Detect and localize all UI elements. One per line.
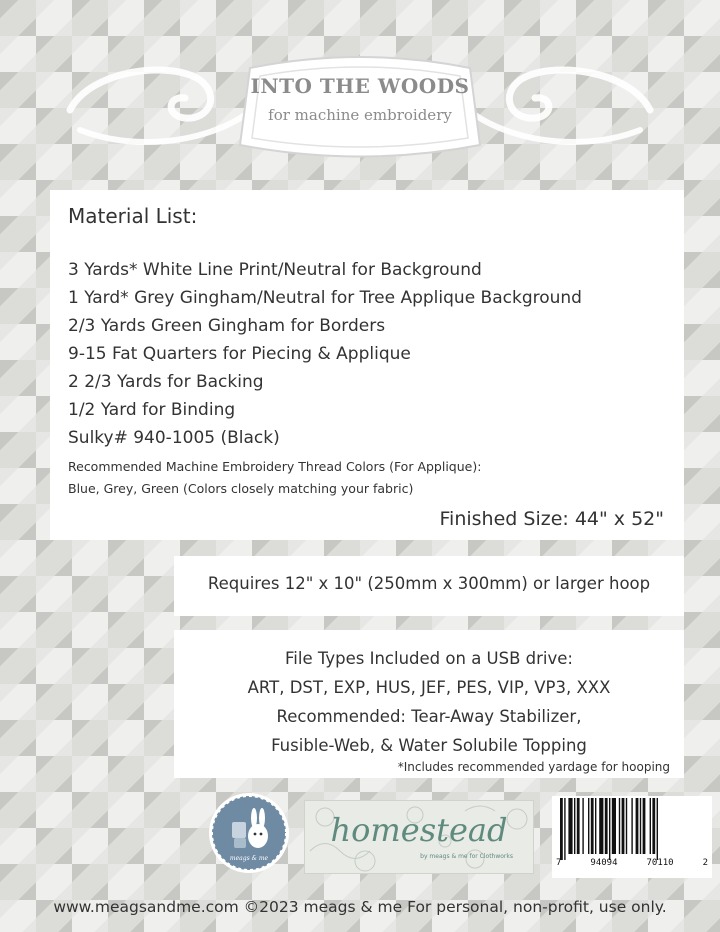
barcode-bar: [577, 798, 580, 854]
thread-color-note: [68, 456, 481, 500]
hoop-requirement-panel: [174, 556, 684, 616]
homestead-wordmark: homestead: [330, 811, 508, 849]
barcode-digit-group: 7: [556, 858, 562, 868]
barcode-bar: [605, 798, 608, 854]
list-item: 3 Yards* White Line Print/Neutral for Background: [68, 260, 482, 280]
barcode-bar: [626, 798, 627, 854]
barcode-bar: [574, 798, 575, 854]
homestead-logo: [304, 800, 534, 874]
list-item: 9-15 Fat Quarters for Piecing & Applique: [68, 344, 411, 364]
barcode-bar: [609, 798, 610, 860]
title-emblem: [50, 40, 670, 180]
barcode-bar: [650, 798, 651, 854]
barcode-bar: [652, 798, 655, 854]
barcode-bar: [560, 798, 563, 860]
barcode-bar: [595, 798, 596, 854]
thread-note-line: Blue, Grey, Green (Colors closely matching your fabric): [68, 481, 414, 496]
bunny-icon: [208, 792, 290, 874]
barcode-digit-group: 70110: [646, 858, 674, 868]
brand-badge-text: meags & me: [229, 855, 269, 862]
file-types-line: File Types Included on a USB drive:: [285, 649, 573, 668]
thread-note-line: Recommended Machine Embroidery Thread Colors (For Applique):: [68, 459, 482, 474]
barcode-bar: [582, 798, 583, 854]
material-list-panel: [50, 190, 684, 540]
barcode-bars: [552, 798, 712, 860]
barcode-bar: [568, 798, 572, 854]
barcode: [552, 796, 712, 878]
barcode-bar: [588, 798, 589, 854]
barcode-bar: [643, 798, 646, 854]
material-list-heading: Material List:: [68, 204, 198, 228]
list-item: 2 2/3 Yards for Backing: [68, 372, 264, 392]
barcode-bar: [640, 798, 641, 854]
file-types-line: ART, DST, EXP, HUS, JEF, PES, VIP, VP3, XXX: [247, 678, 611, 697]
pattern-subtitle: for machine embroidery: [268, 106, 452, 124]
barcode-bar: [657, 798, 658, 860]
list-item: 2/3 Yards Green Gingham for Borders: [68, 316, 386, 336]
homestead-tagline: by meags & me for Clothworks: [420, 853, 513, 860]
barcode-bar: [612, 798, 616, 854]
list-item: 1 Yard* Grey Gingham/Neutral for Tree Applique Background: [68, 288, 582, 308]
hoop-requirement: Requires 12" x 10" (250mm x 300mm) or larger hoop: [207, 574, 651, 593]
file-types-text: [174, 644, 684, 760]
barcode-bar: [622, 798, 625, 854]
barcode-bar: [591, 798, 594, 854]
barcode-bar: [599, 798, 603, 854]
file-types-line: Fusible-Web, & Water Solubile Topping: [271, 736, 587, 755]
pattern-title: INTO THE WOODS: [250, 74, 470, 98]
barcode-digit-group: 94094: [590, 858, 618, 868]
file-types-line: Recommended: Tear-Away Stabilizer,: [276, 707, 582, 726]
barcode-digit-group: 2: [702, 858, 708, 868]
finished-size: Finished Size: 44" x 52": [439, 508, 664, 530]
barcode-bar: [631, 798, 632, 854]
barcode-digits: [556, 858, 708, 868]
barcode-bar: [564, 798, 565, 860]
list-item: Sulky# 940-1005 (Black): [68, 428, 280, 448]
file-types-panel: [174, 630, 684, 778]
list-item: 1/2 Yard for Binding: [68, 400, 236, 420]
title-plaque: [248, 60, 472, 158]
yardage-note: *Includes recommended yardage for hooping: [397, 760, 670, 774]
barcode-bar: [636, 798, 639, 854]
footer-copyright: www.meagsandme.com ©2023 meags & me For personal, non-profit, use only.: [53, 898, 667, 916]
material-list: [68, 256, 582, 452]
barcode-bar: [619, 798, 620, 854]
meags-and-me-logo: [208, 792, 290, 874]
